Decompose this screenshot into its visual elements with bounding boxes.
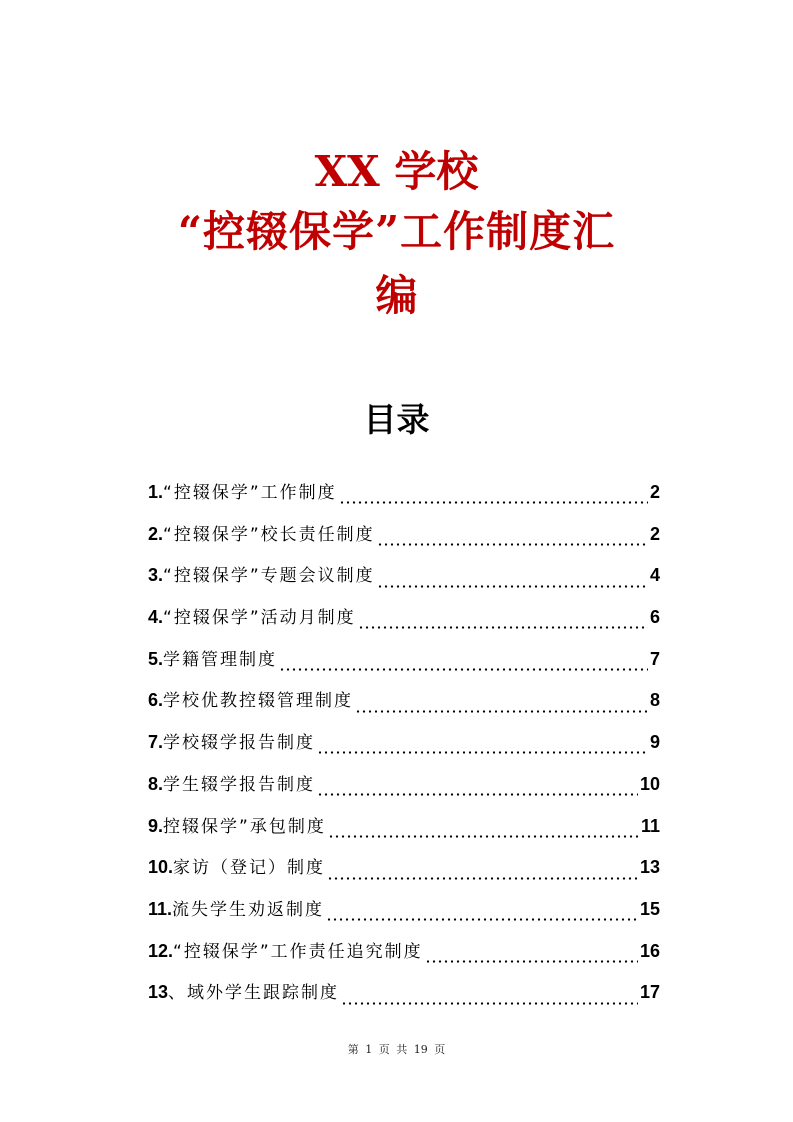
- toc-entry[interactable]: [148, 686, 660, 728]
- toc-dot-leader: [377, 543, 648, 546]
- toc-entry-label: 学籍管理制度: [163, 649, 278, 670]
- toc-entry-page: 8: [649, 690, 660, 711]
- toc-entry-page: 2: [649, 482, 660, 502]
- toc-entry-page: 2: [649, 523, 660, 544]
- toc-heading: 目录: [363, 400, 430, 439]
- toc-entry-label: 学校辍学报告制度: [163, 733, 316, 754]
- document-title-line-2: “控辍保学”工作制度汇: [177, 207, 616, 256]
- toc-entry-label: “控辍保学”活动月制度: [163, 608, 356, 629]
- page-footer: 第 1 页 共 19 页: [347, 1043, 446, 1056]
- toc-entry-number: 5.: [148, 648, 164, 669]
- toc-entry-number: 3.: [148, 565, 164, 586]
- toc-entry-page: 11: [640, 815, 660, 836]
- toc-entry[interactable]: [148, 853, 660, 895]
- toc-entry-number: 6.: [148, 690, 164, 711]
- toc-entry-number: 13: [148, 982, 169, 1003]
- toc-entry-page: 17: [639, 982, 660, 1003]
- toc-entry-number: 2.: [148, 523, 164, 544]
- document-title-line-3: 编: [375, 271, 418, 320]
- toc-entry-number: 1.: [148, 482, 164, 502]
- toc-entry-label: “控辍保学”专题会议制度: [163, 566, 375, 587]
- toc-entry-number: 12.: [148, 940, 174, 961]
- toc-entry-page: 15: [639, 898, 660, 919]
- toc-dot-leader: [377, 585, 648, 588]
- toc-entry[interactable]: [148, 770, 660, 812]
- toc-entry[interactable]: [148, 895, 660, 937]
- document-title-line-1: XX 学校: [314, 147, 479, 196]
- toc-entry[interactable]: [148, 978, 660, 1020]
- toc-entry-label: 流失学生劝返制度: [172, 899, 325, 920]
- toc-entry-page: 13: [639, 857, 660, 878]
- toc-entry-label: “控辍保学”工作制度: [163, 483, 337, 503]
- toc-entry-label: 学生辍学报告制度: [163, 774, 316, 795]
- toc-entry-number: 8.: [148, 773, 164, 794]
- toc-entry[interactable]: [148, 561, 660, 603]
- toc-entry-label: “控辍保学”校长责任制度: [163, 524, 375, 545]
- toc-entry-label: 家访（登记）制度: [173, 858, 326, 879]
- toc-entry-page: 10: [639, 773, 660, 794]
- toc-entry-label: 、域外学生跟踪制度: [168, 983, 340, 1004]
- table-of-contents: [148, 478, 660, 1020]
- toc-entry-number: 10.: [148, 857, 174, 878]
- toc-entry[interactable]: [148, 478, 660, 520]
- toc-dot-leader: [358, 626, 648, 629]
- toc-dot-leader: [355, 710, 648, 713]
- toc-dot-leader: [279, 668, 648, 671]
- toc-entry-page: 9: [649, 732, 660, 753]
- toc-entry[interactable]: [148, 603, 660, 645]
- toc-entry[interactable]: [148, 728, 660, 770]
- toc-dot-leader: [327, 877, 638, 880]
- toc-dot-leader: [425, 960, 638, 963]
- toc-entry[interactable]: [148, 645, 660, 687]
- toc-entry-page: 6: [649, 607, 660, 628]
- toc-entry-label: 控辍保学”承包制度: [163, 816, 326, 837]
- toc-entry-number: 4.: [148, 607, 164, 628]
- toc-entry-number: 9.: [148, 815, 164, 836]
- toc-dot-leader: [328, 835, 639, 838]
- toc-entry-number: 11.: [148, 898, 173, 919]
- toc-entry[interactable]: [148, 812, 660, 854]
- toc-entry-page: 16: [639, 940, 660, 961]
- toc-dot-leader: [317, 793, 638, 796]
- toc-dot-leader: [339, 501, 648, 504]
- toc-entry-number: 7.: [148, 732, 164, 753]
- toc-entry-page: 4: [649, 565, 660, 586]
- toc-dot-leader: [317, 751, 648, 754]
- toc-entry-label: “控辍保学”工作责任追究制度: [173, 941, 423, 962]
- toc-entry-label: 学校优教控辍管理制度: [163, 691, 354, 712]
- toc-dot-leader: [341, 1002, 638, 1005]
- toc-entry-page: 7: [649, 648, 660, 669]
- toc-entry[interactable]: [148, 937, 660, 979]
- toc-dot-leader: [326, 918, 638, 921]
- toc-entry[interactable]: [148, 520, 660, 562]
